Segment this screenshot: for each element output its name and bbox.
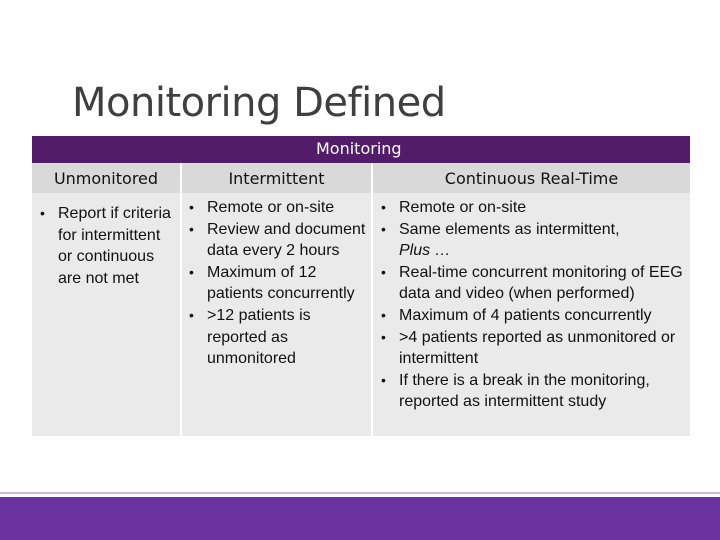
list-item: • >12 patients is reported as unmonitored xyxy=(187,305,367,370)
column-body-intermittent xyxy=(182,193,371,436)
list-item: • Remote or on-site xyxy=(187,197,367,219)
table-group-header: Monitoring xyxy=(316,139,402,158)
list-item: • Maximum of 12 patients concurrently xyxy=(187,262,367,305)
list-item-text: Same elements as intermittent, xyxy=(399,220,620,238)
list-item: • Report if criteria for intermittent or continuous are not met xyxy=(38,203,176,289)
footer-accent-line xyxy=(0,492,720,494)
unmonitored-list xyxy=(38,203,176,289)
intermittent-list xyxy=(187,197,367,370)
list-item xyxy=(379,219,688,262)
column-header-intermittent: Intermittent xyxy=(182,163,371,193)
list-item: • >4 patients reported as unmonitored or intermittent xyxy=(379,327,688,370)
column-header-unmonitored: Unmonitored xyxy=(32,163,180,193)
continuous-list xyxy=(379,197,688,413)
list-item: • Remote or on-site xyxy=(379,197,688,219)
column-body-unmonitored xyxy=(32,193,180,436)
column-header-continuous: Continuous Real-Time xyxy=(373,163,690,193)
column-body-continuous xyxy=(373,193,690,436)
list-item: • Review and document data every 2 hours xyxy=(187,219,367,262)
plus-text: Plus … xyxy=(399,242,451,260)
list-item: • Real-time concurrent monitoring of EEG data and video (when performed) xyxy=(379,262,688,305)
list-item: • If there is a break in the monitoring, reported as intermittent study xyxy=(379,370,688,413)
list-item: • Maximum of 4 patients concurrently xyxy=(379,305,688,327)
slide-title: Monitoring Defined xyxy=(72,80,446,126)
footer-bar xyxy=(0,497,720,540)
